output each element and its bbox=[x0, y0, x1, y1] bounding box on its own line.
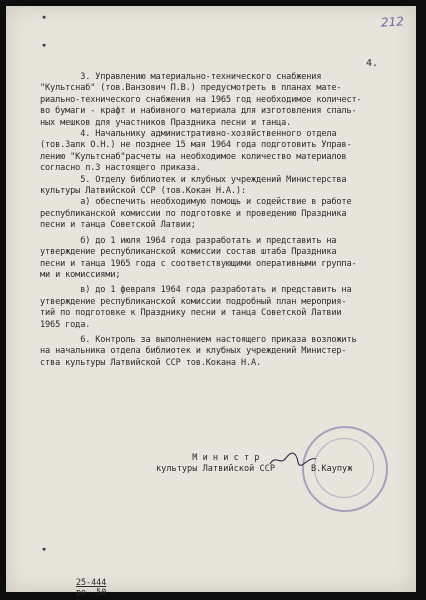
print-code bbox=[76, 577, 106, 597]
text-line: (тов.Залк О.Н.) не позднее 15 мая 1964 года подготовить Управ- bbox=[40, 140, 352, 151]
text-line: 1965 года. bbox=[40, 319, 91, 330]
page-number: 4. bbox=[366, 58, 379, 69]
film-frame-mark: ▪ bbox=[42, 13, 47, 21]
text-line: 3. Управлению материально-технического снабжения bbox=[40, 72, 322, 82]
text-line: тий по подготовке к Празднику песни и танца Советской Латвии bbox=[40, 308, 342, 319]
paragraph-6 bbox=[40, 335, 410, 369]
text-line: 5. Отделу библиотек и клубных учреждений Министерства bbox=[40, 174, 347, 185]
print-code-line: 25-444 bbox=[76, 577, 107, 587]
paragraph-5 bbox=[40, 175, 410, 198]
text-line: ства культуры Латвийской ССР тов.Кокана Н.А. bbox=[40, 357, 262, 368]
text-line: утверждение республиканской комиссии состав штаба Праздника bbox=[40, 247, 337, 258]
paragraph-3 bbox=[40, 72, 410, 129]
text-line: 6. Контроль за выполнением настоящего приказа возложить bbox=[40, 334, 357, 345]
text-line: ных мешков для участников Праздника песни и танца. bbox=[40, 117, 292, 128]
signature-title-line: культуры Латвийской ССР bbox=[156, 464, 275, 474]
text-line: "Культснаб" (тов.Ванзович П.В.) предусмотреть в планах мате- bbox=[40, 83, 342, 94]
order-body bbox=[40, 72, 410, 369]
print-code-line: ро -50 bbox=[76, 587, 107, 597]
text-line: культуры Латвийской ССР (тов.Кокан Н.А.): bbox=[40, 186, 246, 197]
text-line: на начальника отдела библиотек и клубных учреждений Министер- bbox=[40, 346, 347, 357]
archive-page-number: 212 bbox=[380, 14, 405, 30]
text-line: песни и танца Советской Латвии; bbox=[40, 220, 196, 231]
document-page bbox=[6, 6, 416, 597]
paragraph-5a bbox=[40, 197, 410, 231]
text-line: риально-технического снабжения на 1965 год необходимое количест- bbox=[40, 94, 362, 105]
paragraph-5b bbox=[40, 236, 410, 282]
text-line: лению "Культснаб"расчеты на необходимое количество материалов bbox=[40, 151, 347, 162]
film-frame-mark: ▪ bbox=[42, 545, 47, 553]
text-line: утверждение республиканской комиссии подробный план мероприя- bbox=[40, 296, 347, 307]
film-frame-mark: ▪ bbox=[42, 41, 47, 49]
signature-title-line: М и н и с т р bbox=[156, 453, 260, 463]
text-line: республиканской комиссии по подготовке и проведению Праздника bbox=[40, 208, 347, 219]
text-line: а) обеспечить необходимую помощь и содействие в работе bbox=[40, 197, 352, 208]
text-line: согласно п.3 настоящего приказа. bbox=[40, 163, 201, 174]
paragraph-4 bbox=[40, 129, 410, 175]
signatory-name: В.Каупуж bbox=[311, 464, 353, 474]
text-line: 4. Начальнику административно-хозяйственного отдела bbox=[40, 129, 337, 140]
text-line: ми и комиссиями; bbox=[40, 269, 121, 280]
text-line: б) до 1 июля 1964 года разработать и представить на bbox=[40, 235, 337, 246]
paragraph-5c bbox=[40, 285, 410, 331]
text-line: в) до 1 февраля 1964 года разработать и представить на bbox=[40, 285, 352, 296]
text-line: песни и танца 1965 года с соответствующими оперативными группа- bbox=[40, 258, 357, 269]
signature-title bbox=[156, 453, 275, 475]
text-line: во бумаги - крафт и набивного материала для изготовления спаль- bbox=[40, 106, 357, 117]
